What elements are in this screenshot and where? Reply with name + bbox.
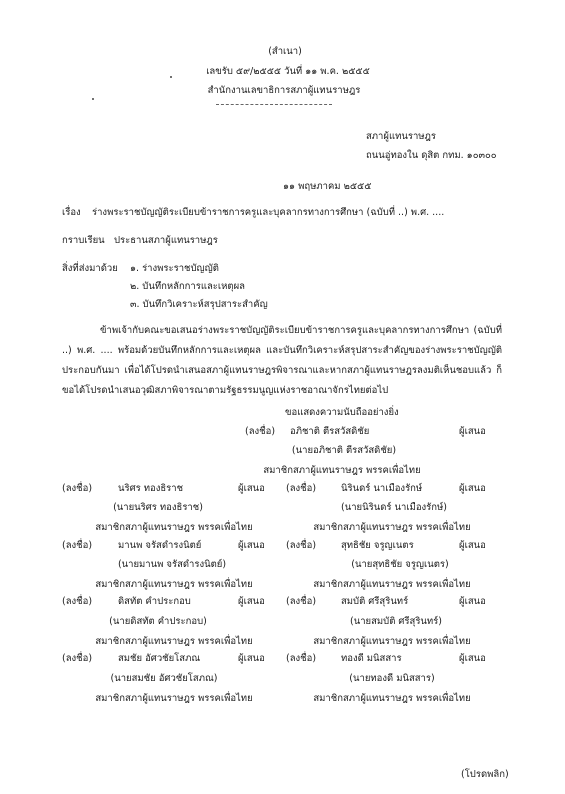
signer-party: สมาชิกสภาผู้แทนราษฎร พรรคเพื่อไทย bbox=[313, 579, 471, 590]
sign-label: (ลงชื่อ) bbox=[245, 426, 276, 437]
signature: ทองดี มนิสสาร bbox=[341, 653, 402, 664]
signature: นริศร ทองธิราช bbox=[118, 483, 184, 494]
role-label: ผู้เสนอ bbox=[238, 483, 265, 494]
letter-date: ๑๑ พฤษภาคม ๒๕๕๕ bbox=[283, 181, 372, 192]
subject-label: เรื่อง bbox=[62, 207, 81, 218]
scan-speck bbox=[92, 98, 94, 100]
role-label: ผู้เสนอ bbox=[459, 653, 486, 664]
sign-label: (ลงชื่อ) bbox=[286, 596, 317, 607]
office-name: สำนักงานเลขาธิการสภาผู้แทนราษฎร bbox=[207, 85, 361, 96]
signer-name: (นายดิสทัต คำประกอบ) bbox=[109, 616, 207, 627]
sign-label: (ลงชื่อ) bbox=[62, 483, 93, 494]
closing: ขอแสดงความนับถืออย่างยิ่ง bbox=[285, 407, 399, 418]
signer-name: (นายนริศร ทองธิราช) bbox=[113, 502, 203, 513]
signer-name: (นายนิรินดร์ นาเมืองรักษ์) bbox=[341, 502, 447, 513]
sign-label: (ลงชื่อ) bbox=[286, 653, 317, 664]
signature: สุทธิชัย จรูญเนตร bbox=[341, 540, 414, 551]
salutation-label: กราบเรียน bbox=[62, 235, 105, 246]
body-paragraph: ข้าพเจ้ากับคณะขอเสนอร่างพระราชบัญญัติระเบียบข้าราชการครูและบุคลากรทางการศึกษา (ฉบับที่ ..) พ.ศ. .... พร้อมด้วยบันทึกหลักการและเหตุผล และบันทึกวิเคราะห์สรุปสาระสำคัญของร่างพระราชบัญญัติประกอบกันมา เพื่อได้โปรดนำเสนอสภาผู้แทนราษฎรพิจารณาและหากสภาผู้แทนราษฎรลงมติเห็นชอบแล้ว ก็ขอได้โปรดนำเสนอวุฒิสภาพิจารณาตามรัฐธรรมนูญแห่งราชอาณาจักรไทยต่อไป bbox=[62, 325, 502, 396]
signer-name: (นายทองดี มนิสสาร) bbox=[349, 673, 435, 684]
signer-party: สมาชิกสภาผู้แทนราษฎร พรรคเพื่อไทย bbox=[263, 465, 421, 476]
subject-text: ร่างพระราชบัญญัติระเบียบข้าราชการครูและบุคลากรทางการศึกษา (ฉบับที่ ..) พ.ศ. .... bbox=[92, 207, 445, 218]
sign-label: (ลงชื่อ) bbox=[62, 540, 93, 551]
signer-party: สมาชิกสภาผู้แทนราษฎร พรรคเพื่อไทย bbox=[313, 693, 471, 704]
signer-name: (นายมานพ จรัสดำรงนิตย์) bbox=[117, 559, 227, 570]
signature: สมบัติ ศรีสุรินทร์ bbox=[341, 596, 409, 607]
sign-label: (ลงชื่อ) bbox=[286, 483, 317, 494]
signature: อภิชาติ ตีรสวัสดิชัย bbox=[290, 426, 370, 437]
sign-label: (ลงชื่อ) bbox=[286, 540, 317, 551]
sign-label: (ลงชื่อ) bbox=[62, 653, 93, 664]
role-label: ผู้เสนอ bbox=[459, 596, 486, 607]
signature: ดิสทัต คำประกอบ bbox=[118, 596, 191, 607]
signer-name: (นายอภิชาติ ตีรสวัสดิชัย) bbox=[291, 445, 397, 456]
header-divider bbox=[216, 104, 332, 105]
salutation-text: ประธานสภาผู้แทนราษฎร bbox=[114, 235, 218, 246]
attachment-item: ๒. บันทึกหลักการและเหตุผล bbox=[130, 281, 245, 292]
attachments-label: สิ่งที่ส่งมาด้วย bbox=[62, 263, 118, 274]
role-label: ผู้เสนอ bbox=[459, 426, 486, 437]
signature: มานพ จรัสดำรงนิตย์ bbox=[118, 540, 202, 551]
address-line-1: สภาผู้แทนราษฎร bbox=[366, 131, 437, 142]
signer-party: สมาชิกสภาผู้แทนราษฎร พรรคเพื่อไทย bbox=[313, 636, 471, 647]
signer-name: (นายสุทธิชัย จรูญเนตร) bbox=[351, 559, 449, 570]
turn-over-note: (โปรดพลิก) bbox=[461, 769, 509, 780]
receipt-number: เลขรับ ๕๙/๒๕๕๕ วันที่ ๑๑ พ.ค. ๒๕๕๕ bbox=[206, 66, 370, 77]
signer-party: สมาชิกสภาผู้แทนราษฎร พรรคเพื่อไทย bbox=[95, 693, 253, 704]
copy-marker: (สำเนา) bbox=[268, 46, 302, 57]
signer-name: (นายสมบัติ ศรีสุรินทร์) bbox=[350, 616, 442, 627]
signature: สมชัย อัศวชัยโสภณ bbox=[118, 653, 201, 664]
role-label: ผู้เสนอ bbox=[459, 483, 486, 494]
signer-party: สมาชิกสภาผู้แทนราษฎร พรรคเพื่อไทย bbox=[313, 522, 471, 533]
attachment-item: ๑. ร่างพระราชบัญญัติ bbox=[130, 263, 219, 274]
signer-party: สมาชิกสภาผู้แทนราษฎร พรรคเพื่อไทย bbox=[95, 522, 253, 533]
scan-speck bbox=[170, 76, 172, 78]
signer-party: สมาชิกสภาผู้แทนราษฎร พรรคเพื่อไทย bbox=[95, 579, 253, 590]
address-line-2: ถนนอู่ทองใน ดุสิต กทม. ๑๐๓๐๐ bbox=[366, 150, 497, 161]
signer-name: (นายสมชัย อัศวชัยโสภณ) bbox=[110, 673, 218, 684]
sign-label: (ลงชื่อ) bbox=[62, 596, 93, 607]
signature: นิรินดร์ นาเมืองรักษ์ bbox=[341, 483, 423, 494]
role-label: ผู้เสนอ bbox=[459, 540, 486, 551]
role-label: ผู้เสนอ bbox=[238, 653, 265, 664]
signer-party: สมาชิกสภาผู้แทนราษฎร พรรคเพื่อไทย bbox=[95, 636, 253, 647]
role-label: ผู้เสนอ bbox=[238, 540, 265, 551]
role-label: ผู้เสนอ bbox=[238, 596, 265, 607]
attachment-item: ๓. บันทึกวิเคราะห์สรุปสาระสำคัญ bbox=[130, 299, 268, 310]
